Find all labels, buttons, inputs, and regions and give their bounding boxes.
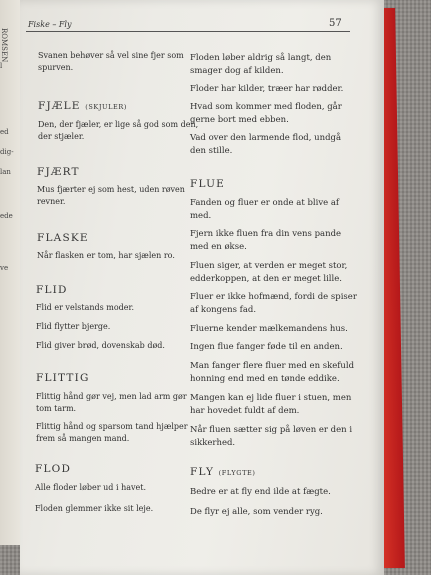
- proverb-entry: Flittig hånd og sparsom tand hjælper frem så mangen mand.: [36, 422, 188, 443]
- proverb-entry: Mus fjærter ej som hest, uden røven revner.: [37, 185, 185, 206]
- proverb-entry: Hvad som kommer med floden, går gerne bort med ebben.: [190, 102, 342, 125]
- proverb-entry: Floder har kilder, træer har rødder.: [190, 84, 344, 94]
- headword: FJÆLE (SKJULER): [38, 100, 128, 112]
- left-page-fragment: ROMSEN: [0, 28, 8, 63]
- headword: FLID: [36, 284, 68, 296]
- proverb-entry: De flyr ej alle, som vender ryg.: [190, 507, 323, 517]
- proverb-entry: Flid flytter bjerge.: [36, 322, 111, 331]
- proverb-entry: Flid giver brød, dovenskab død.: [36, 341, 165, 350]
- headword: FLASKE: [37, 232, 89, 244]
- headword: FLOD: [35, 463, 72, 475]
- left-page-fragment: ede: [0, 212, 13, 220]
- proverb-entry: Mangen kan ej lide fluer i stuen, men har hovedet fuldt af dem.: [190, 393, 352, 416]
- proverb-entry: Fanden og fluer er onde at blive af med.: [190, 198, 340, 221]
- proverb-entry: Ingen flue fanger føde til en anden.: [190, 342, 343, 352]
- page-number: 57: [329, 18, 342, 29]
- headword: FLITTIG: [36, 372, 90, 384]
- left-page-fragment: dig-: [0, 148, 14, 156]
- proverb-entry: Flittig hånd gør vej, men lad arm gør tom tarm.: [36, 392, 187, 413]
- proverb-entry: Når fluen sætter sig på løven er den i sikkerhed.: [190, 425, 353, 448]
- proverb-entry: Fluerne kender mælkemandens hus.: [190, 324, 348, 334]
- left-page-fragment: lan: [0, 168, 11, 176]
- running-title: Fiske – Fly: [28, 20, 72, 29]
- headword: FLUE: [190, 178, 225, 190]
- header-rule: [26, 31, 350, 32]
- proverb-entry: Når flasken er tom, har sjælen ro.: [37, 251, 175, 260]
- proverb-entry: Man fanger flere fluer med en skefuld honning end med en tønde eddike.: [190, 361, 355, 384]
- left-page-fragment: ve: [0, 264, 9, 272]
- headword: FJÆRT: [37, 166, 80, 178]
- proverb-entry: Alle floder løber ud i havet.: [35, 483, 146, 492]
- headword: FLY (FLYGTE): [190, 466, 256, 478]
- book-page: [20, 0, 384, 575]
- proverb-entry: Bedre er at fly end ilde at fægte.: [190, 487, 331, 497]
- proverb-entry: Fluer er ikke hofmænd, fordi de spiser af kongens fad.: [190, 292, 357, 315]
- proverb-entry: Vad over den larmende flod, undgå den stille.: [190, 133, 342, 156]
- proverb-entry: Fjern ikke fluen fra din vens pande med en økse.: [190, 229, 342, 252]
- proverb-entry: Floden glemmer ikke sit leje.: [35, 504, 154, 513]
- proverb-entry: Den, der fjæler, er lige så god som den, der stjæler.: [38, 120, 199, 141]
- left-page-fragment: ed: [0, 128, 9, 136]
- proverb-entry: Flid er velstands moder.: [36, 303, 135, 312]
- left-page-fragment: l: [0, 62, 3, 70]
- proverb-entry: Fluen siger, at verden er meget stor, edderkoppen, at den er meget lille.: [190, 261, 348, 284]
- proverb-entry: Svanen behøver så vel sine fjer som spurven.: [38, 51, 184, 72]
- proverb-entry: Floden løber aldrig så langt, den smager dog af kilden.: [190, 53, 332, 76]
